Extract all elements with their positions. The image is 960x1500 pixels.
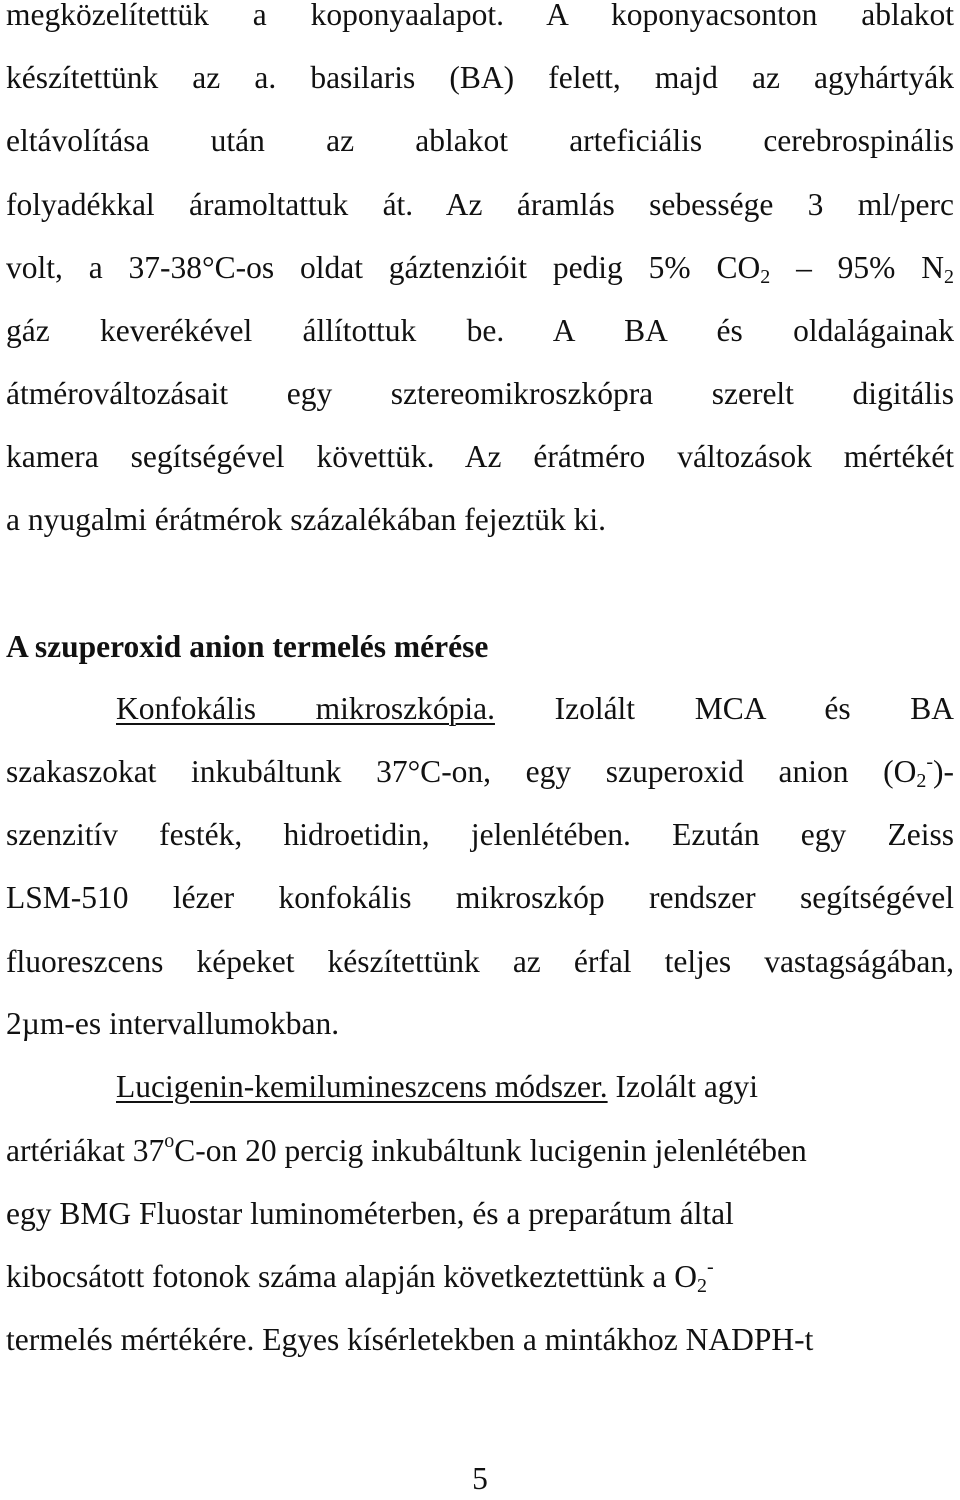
text-line: folyadékkal áramoltattuk át. Az áramlás sebessége 3 ml/perc: [6, 187, 954, 222]
text-line: a nyugalmi érátmérok százalékában fejeztük ki.: [6, 502, 606, 537]
text-line: átmérováltozásait egy sztereomikroszkópra szerelt digitális: [6, 376, 954, 411]
superscript: o: [164, 1130, 175, 1152]
text-segment: artériákat 37: [6, 1133, 165, 1168]
text-line: eltávolítása után az ablakot arteficiális cerebrospinális: [6, 123, 954, 158]
text-line: [6, 751, 954, 793]
section-heading: A szuperoxid anion termelés mérése: [6, 629, 489, 664]
subscript: 2: [760, 266, 771, 288]
text-line: termelés mértékére. Egyes kísérletekben a mintákhoz NADPH-t: [6, 1322, 814, 1357]
text-line: fluoreszcens képeket készítettünk az érfal teljes vastagságában,: [6, 944, 954, 979]
subscript: 2: [944, 266, 954, 288]
subsection-title: Lucigenin-kemilumineszcens módszer.: [116, 1069, 608, 1104]
text-line: szenzitív festék, hidroetidin, jelenlétében. Ezután egy Zeiss: [6, 817, 954, 852]
text-segment: Izolált MCA és BA: [494, 691, 954, 726]
text-line: LSM-510 lézer konfokális mikroszkóp rendszer segítségével: [6, 880, 954, 915]
text-line: [6, 1130, 954, 1172]
text-segment: Izolált agyi: [607, 1069, 759, 1104]
subsection-title: Konfokális mikroszkópia.: [116, 691, 495, 726]
superscript: -: [707, 1256, 714, 1278]
text-line: [116, 688, 954, 730]
text-line: kamera segítségével követtük. Az érátméro változások mértékét: [6, 439, 954, 474]
text-segment: – 95% N: [770, 250, 944, 285]
text-line: 2µm-es intervallumokban.: [6, 1006, 340, 1041]
text-segment: )-: [933, 754, 954, 789]
text-segment: szakaszokat inkubáltunk 37°C-on, egy szuperoxid anion (O: [6, 754, 917, 789]
text-line: [6, 247, 954, 289]
subscript: 2: [916, 770, 927, 792]
text-line: megközelítettük a koponyaalapot. A koponyacsonton ablakot: [6, 0, 954, 32]
text-line: gáz keverékével állítottuk be. A BA és oldalágainak: [6, 313, 954, 348]
text-segment: kibocsátott fotonok száma alapján következtettünk a O: [6, 1259, 698, 1294]
text-line: készítettünk az a. basilaris (BA) felett, majd az agyhártyák: [6, 60, 954, 95]
subscript: 2: [697, 1275, 708, 1297]
text-line: egy BMG Fluostar luminométerben, és a preparátum által: [6, 1196, 734, 1231]
superscript: -: [926, 751, 934, 773]
text-segment: volt, a 37-38°C-os oldat gáztenzióit pedig 5% CO: [6, 250, 761, 285]
text-line: [116, 1066, 954, 1108]
text-line: [6, 1256, 954, 1298]
text-segment: C-on 20 percig inkubáltunk lucigenin jelenlétében: [174, 1133, 807, 1168]
page-number: 5: [472, 1461, 488, 1496]
